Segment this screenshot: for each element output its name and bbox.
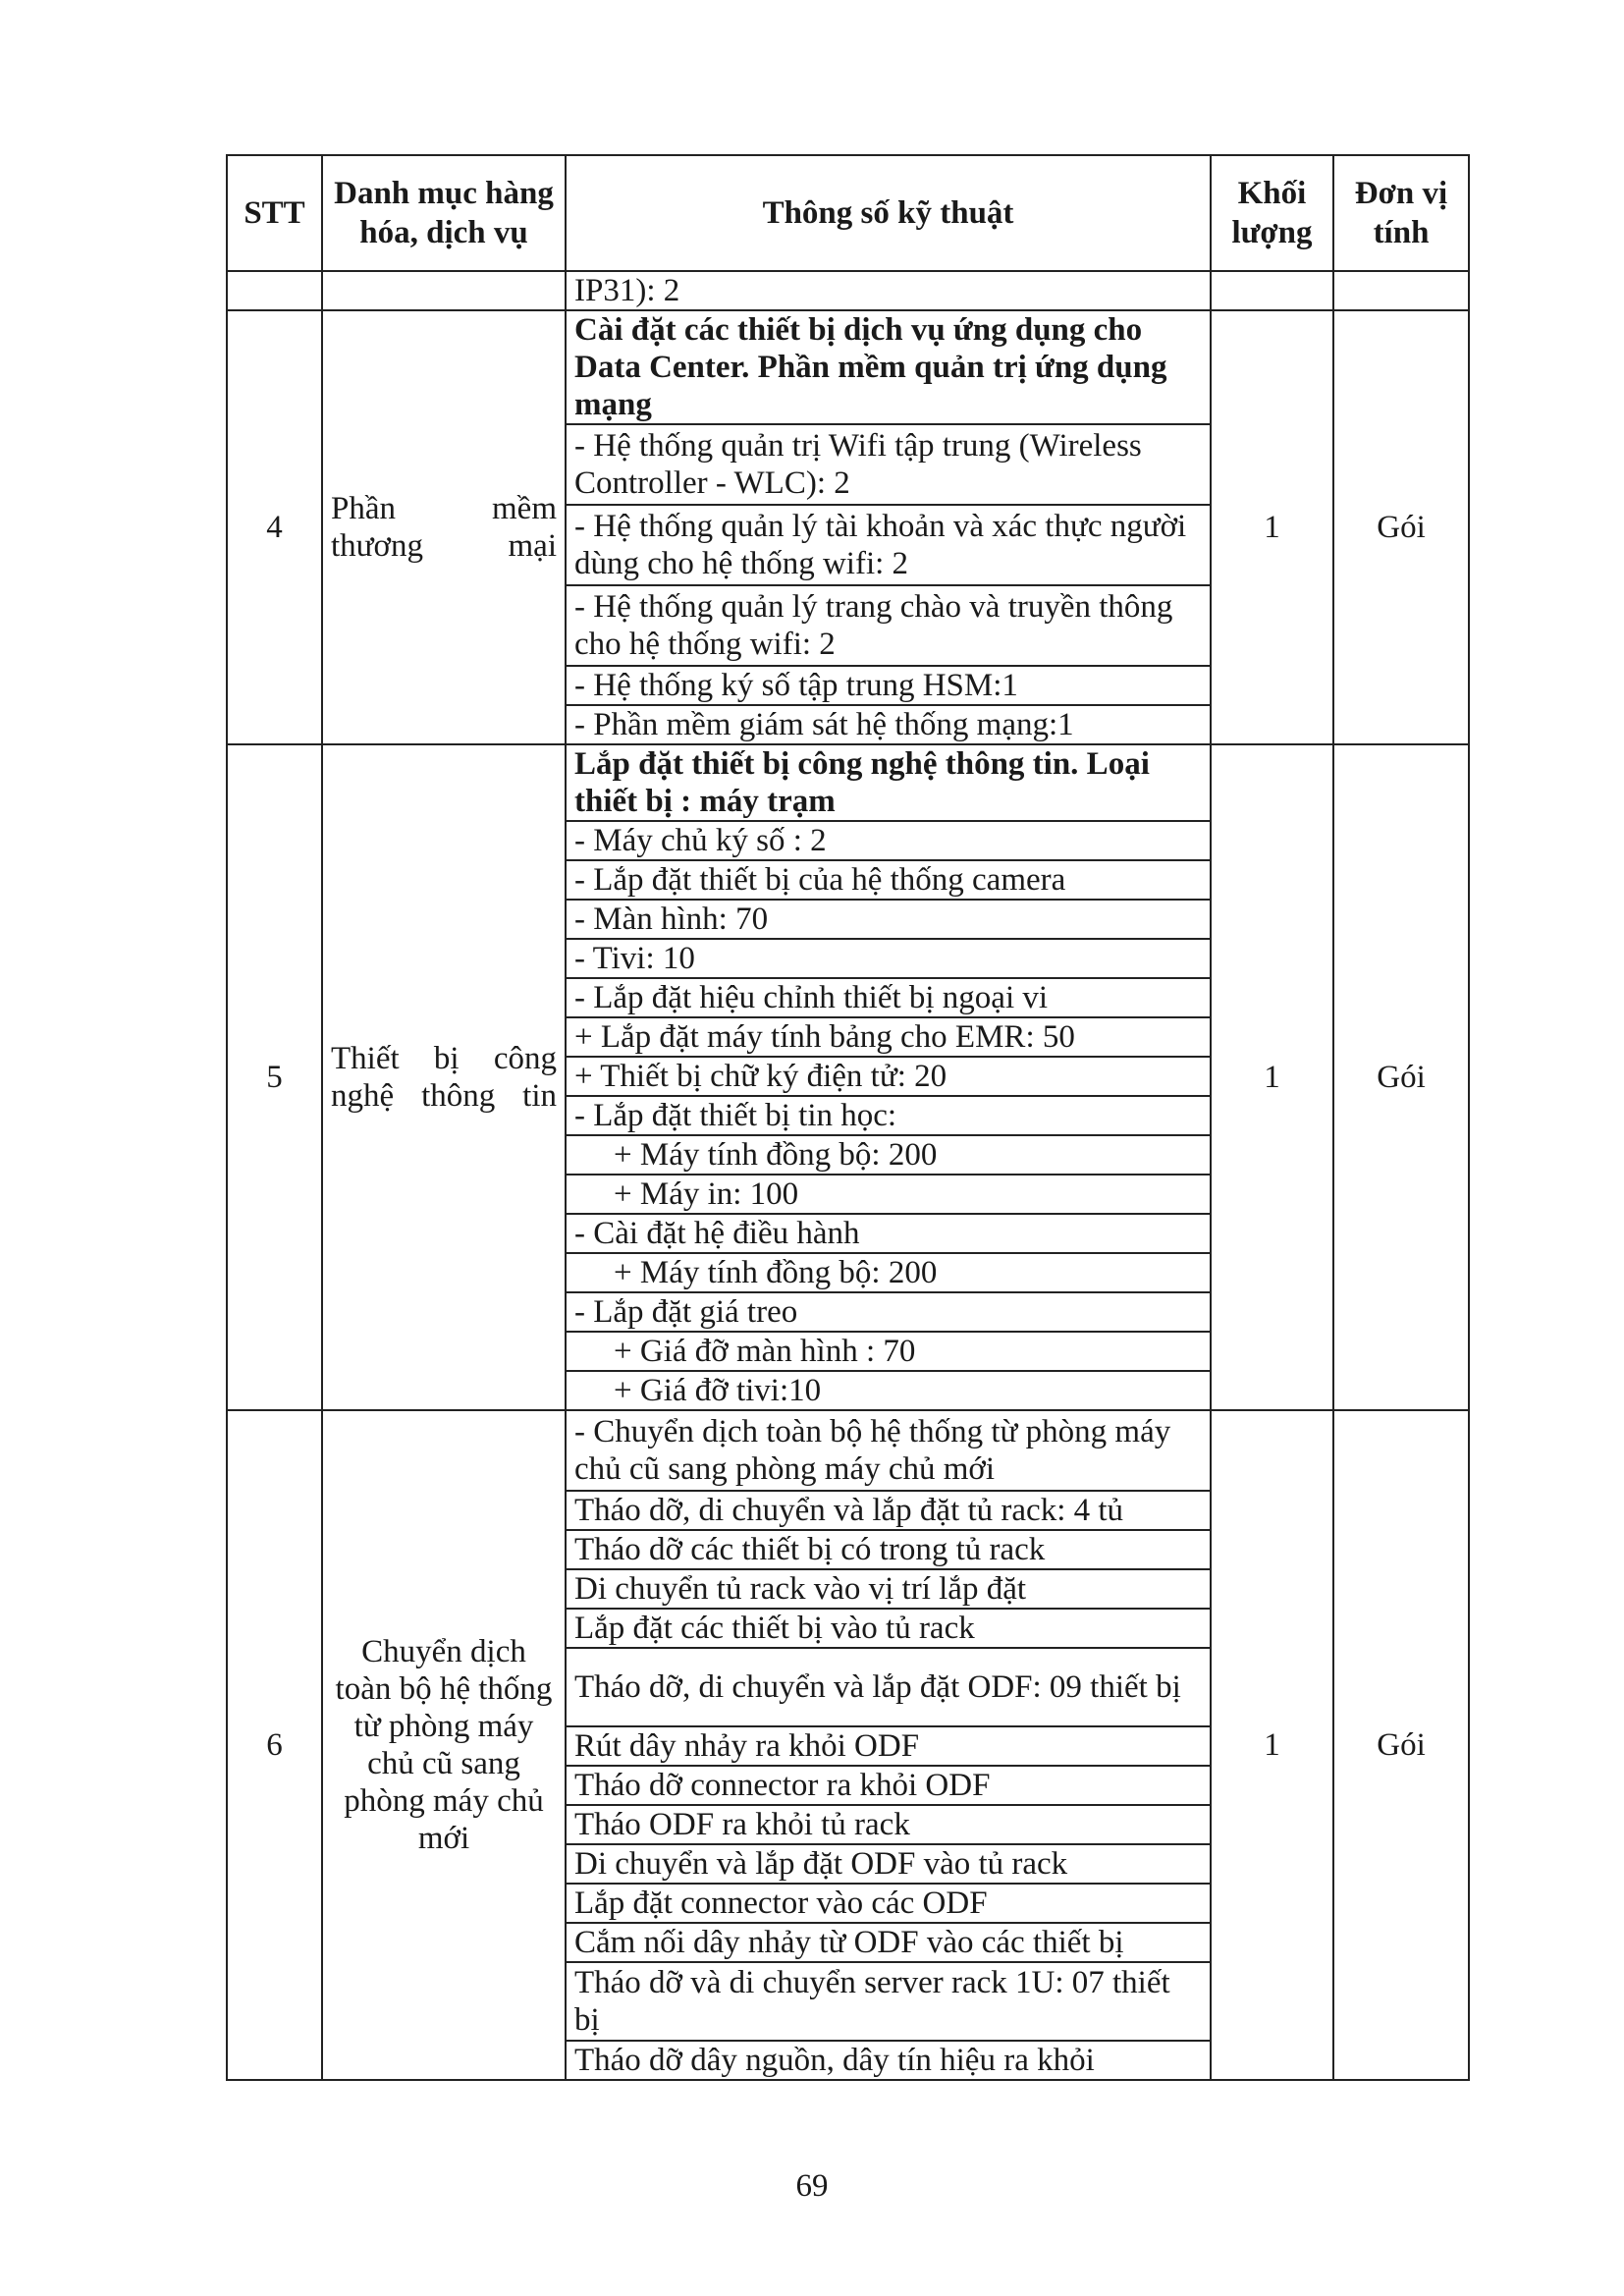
spec-line: - Lắp đặt thiết bị tin học: (566, 1096, 1211, 1135)
carryover-spec: IP31): 2 (566, 271, 1211, 310)
spec-line: Di chuyển tủ rack vào vị trí lắp đặt (566, 1569, 1211, 1609)
page-number: 69 (795, 2168, 829, 2204)
spec-line: - Tivi: 10 (566, 939, 1211, 978)
spec-line: Tháo dỡ các thiết bị có trong tủ rack (566, 1530, 1211, 1569)
row-unit: Gói (1333, 1410, 1469, 2080)
header-item: Danh mục hàng hóa, dịch vụ (322, 155, 566, 271)
spec-line: Lắp đặt thiết bị công nghệ thông tin. Loại thiết bị : máy trạm (566, 744, 1211, 821)
spec-line: - Máy chủ ký số : 2 (566, 821, 1211, 860)
header-spec: Thông số kỹ thuật (566, 155, 1211, 271)
spec-line: + Thiết bị chữ ký điện tử: 20 (566, 1057, 1211, 1096)
spec-line: Lắp đặt connector vào các ODF (566, 1884, 1211, 1923)
row-item-name: Phần mềm thương mại (322, 310, 566, 744)
row-stt: 6 (227, 1410, 322, 2080)
row-qty: 1 (1211, 744, 1333, 1410)
table-row-carryover (227, 271, 1469, 310)
spec-line: - Cài đặt hệ điều hành (566, 1214, 1211, 1253)
row-unit: Gói (1333, 310, 1469, 744)
table-row (227, 744, 1469, 821)
row-qty: 1 (1211, 310, 1333, 744)
spec-line: + Giá đỡ tivi:10 (566, 1371, 1211, 1410)
carryover-stt-cell (227, 271, 322, 310)
spec-line: Tháo dỡ dây nguồn, dây tín hiệu ra khỏi (566, 2041, 1211, 2080)
spec-line: - Màn hình: 70 (566, 900, 1211, 939)
carryover-item-cell (322, 271, 566, 310)
row-stt: 5 (227, 744, 322, 1410)
spec-line: Cắm nối dây nhảy từ ODF vào các thiết bị (566, 1923, 1211, 1962)
spec-line: Lắp đặt các thiết bị vào tủ rack (566, 1609, 1211, 1648)
spec-line: + Máy in: 100 (566, 1175, 1211, 1214)
carryover-qty-cell (1211, 271, 1333, 310)
header-qty: Khối lượng (1211, 155, 1333, 271)
row-stt: 4 (227, 310, 322, 744)
spec-line: Tháo dỡ, di chuyển và lắp đặt ODF: 09 thiết bị (566, 1648, 1211, 1726)
spec-line: - Lắp đặt hiệu chỉnh thiết bị ngoại vi (566, 978, 1211, 1017)
spec-line: Tháo ODF ra khỏi tủ rack (566, 1805, 1211, 1844)
header-unit: Đơn vị tính (1333, 155, 1469, 271)
row-qty: 1 (1211, 1410, 1333, 2080)
spec-line: + Máy tính đồng bộ: 200 (566, 1253, 1211, 1292)
table-row (227, 1410, 1469, 1491)
spec-line: - Lắp đặt thiết bị của hệ thống camera (566, 860, 1211, 900)
header-stt: STT (227, 155, 322, 271)
spec-line: - Chuyển dịch toàn bộ hệ thống từ phòng máy chủ cũ sang phòng máy chủ mới (566, 1410, 1211, 1491)
spec-line: + Máy tính đồng bộ: 200 (566, 1135, 1211, 1175)
spec-line: - Lắp đặt giá treo (566, 1292, 1211, 1332)
spec-line: + Giá đỡ màn hình : 70 (566, 1332, 1211, 1371)
spec-line: Tháo dỡ, di chuyển và lắp đặt tủ rack: 4 tủ (566, 1491, 1211, 1530)
spec-line: - Hệ thống ký số tập trung HSM:1 (566, 666, 1211, 705)
spec-line: + Lắp đặt máy tính bảng cho EMR: 50 (566, 1017, 1211, 1057)
table-header-row (227, 155, 1469, 271)
spec-line: Tháo dỡ và di chuyển server rack 1U: 07 thiết bị (566, 1962, 1211, 2041)
spec-line: Rút dây nhảy ra khỏi ODF (566, 1726, 1211, 1766)
spec-line: Di chuyển và lắp đặt ODF vào tủ rack (566, 1844, 1211, 1884)
table-row (227, 310, 1469, 424)
spec-line: - Hệ thống quản lý trang chào và truyền thông cho hệ thống wifi: 2 (566, 585, 1211, 666)
row-item-name: Chuyển dịch toàn bộ hệ thống từ phòng máy chủ cũ sang phòng máy chủ mới (322, 1410, 566, 2080)
row-item-name: Thiết bị công nghệ thông tin (322, 744, 566, 1410)
spec-line: - Hệ thống quản trị Wifi tập trung (Wireless Controller - WLC): 2 (566, 424, 1211, 505)
spec-line: Cài đặt các thiết bị dịch vụ ứng dụng cho Data Center. Phần mềm quản trị ứng dụng mạng (566, 310, 1211, 424)
spec-line: - Phần mềm giám sát hệ thống mạng:1 (566, 705, 1211, 744)
row-unit: Gói (1333, 744, 1469, 1410)
carryover-unit-cell (1333, 271, 1469, 310)
spec-line: Tháo dỡ connector ra khỏi ODF (566, 1766, 1211, 1805)
spec-line: - Hệ thống quản lý tài khoản và xác thực người dùng cho hệ thống wifi: 2 (566, 505, 1211, 585)
specification-table (226, 154, 1470, 2081)
